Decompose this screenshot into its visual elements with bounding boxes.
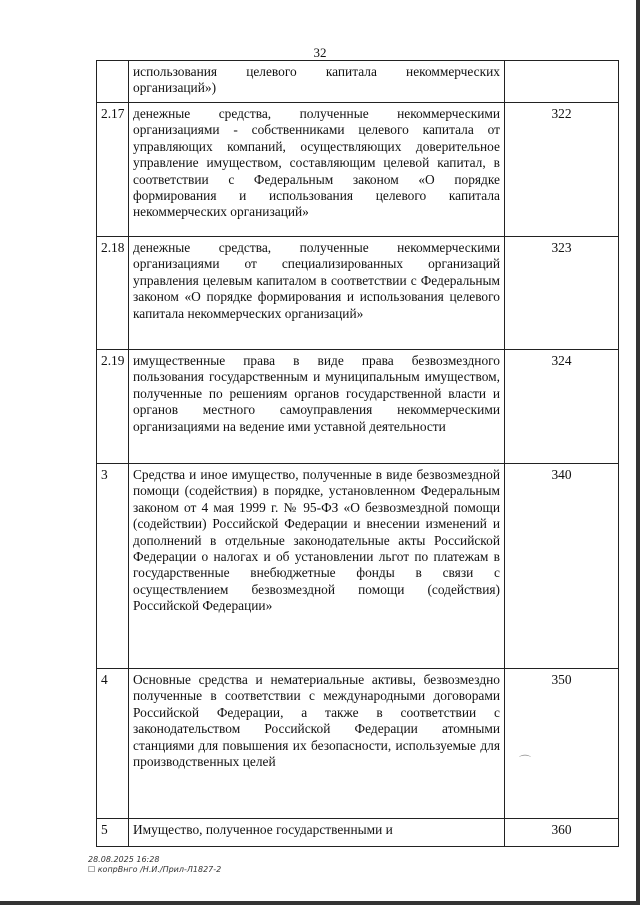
row-code: 322	[505, 103, 619, 237]
footer-doc-id: ☐ копрВнго /Н.И./Прил-Л1827-2	[88, 865, 222, 874]
row-number: 2.17	[97, 103, 129, 237]
row-number	[97, 61, 129, 103]
table-row	[97, 669, 619, 819]
table-row	[97, 103, 619, 237]
row-description: Имущество, полученное государственными и	[129, 819, 505, 847]
row-number: 5	[97, 819, 129, 847]
row-code: 350	[505, 669, 619, 819]
row-code: 360	[505, 819, 619, 847]
table-row	[97, 350, 619, 464]
row-code: 324	[505, 350, 619, 464]
row-description: денежные средства, полученные некоммерческими организациями - собственниками целевого капитала от управляющих компаний, осуществляющих доверительное управление имуществом, составляющим целевой капитал, в соответствии с Федеральным законом «О порядке формирования и использования целевого капитала некоммерческих организаций»	[129, 103, 505, 237]
row-description: Основные средства и нематериальные активы, безвозмездно полученные в соответствии с международными договорами Российской Федерации, а также в соответствии с законодательством Российской Федерации атомными станциями для повышения их безопасности, используемые для производственных целей	[129, 669, 505, 819]
row-description: Средства и иное имущество, полученные в виде безвозмездной помощи (содействия) в порядке, установленном Федеральным законом от 4 мая 1999 г. № 95-ФЗ «О безвозмездной помощи (содействии) Российской Федерации и внесении изменений и дополнений в отдельные законодательные акты Российской Федерации о налогах и об установлении льгот по платежам в государственные внебюджетные фонды в связи с осуществлением безвозмездной помощи (содействия) Российской Федерации»	[129, 464, 505, 669]
row-number: 3	[97, 464, 129, 669]
row-description: имущественные права в виде права безвозмездного пользования государственным и муниципальным имуществом, полученные по решениям органов государственной власти и органов местного самоуправления некоммерческими организациями на ведение ими уставной деятельности	[129, 350, 505, 464]
table-row	[97, 237, 619, 350]
row-description: денежные средства, полученные некоммерческими организациями от специализированных организаций управления целевым капиталом в соответствии с Федеральным законом «О порядке формирования и использования целевого капитала некоммерческих организаций»	[129, 237, 505, 350]
page-number: 32	[313, 45, 327, 60]
row-number: 4	[97, 669, 129, 819]
table-row	[97, 819, 619, 847]
table-row	[97, 61, 619, 103]
row-code: 323	[505, 237, 619, 350]
row-description: использования целевого капитала некоммерческих организаций»)	[129, 61, 505, 103]
document-footer	[88, 855, 221, 875]
pen-mark: ⌒	[519, 754, 532, 768]
row-number: 2.18	[97, 237, 129, 350]
income-codes-table	[96, 60, 619, 847]
row-code	[505, 61, 619, 103]
row-code: 340	[505, 464, 619, 669]
footer-timestamp: 28.08.2025 16:28	[88, 855, 160, 864]
row-number: 2.19	[97, 350, 129, 464]
table-row	[97, 464, 619, 669]
